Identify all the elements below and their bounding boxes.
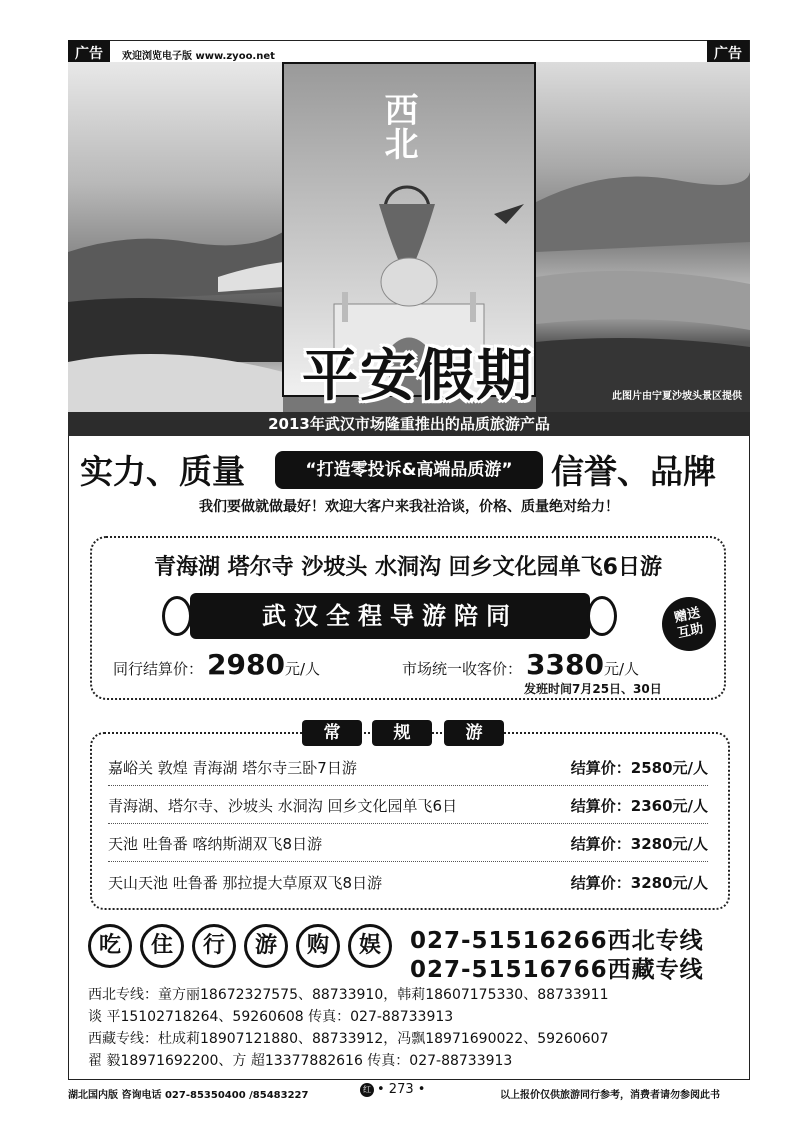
hero-banner: [68, 62, 750, 412]
footer-right: 以上报价仅供旅游同行参考，消费者请勿参阅此书: [500, 1090, 720, 1101]
feature-route: 青海湖 塔尔寺 沙坡头 水洞沟 回乡文化园单飞6日游: [154, 555, 662, 580]
tour-item[interactable]: [108, 826, 708, 862]
ad-tag-right: 广告: [707, 40, 749, 66]
intro-text: 我们要做就做最好！欢迎大客户来我社洽谈，价格、质量绝对给力！: [199, 499, 619, 515]
tour-name: 嘉峪关 敦煌 青海湖 塔尔寺三卧7日游: [108, 759, 357, 777]
departure-dates: 发班时间7月25日、30日: [524, 682, 662, 696]
slogan-pill: “打造零投诉&高端品质游”: [275, 451, 543, 489]
regular-chip-2: 规: [372, 720, 432, 746]
tour-price: 结算价：2360元/人: [570, 797, 708, 815]
holiday-title: 平安假期: [302, 344, 534, 409]
slogan-right: 信誉、品牌: [551, 452, 716, 491]
product-subline: 2013年武汉市场隆重推出的品质旅游产品: [68, 412, 750, 436]
page-number-text: • 273 •: [377, 1082, 426, 1097]
ad-tag-left: 广告: [68, 40, 110, 66]
tour-price: 结算价：3280元/人: [570, 835, 708, 853]
page-number: [360, 1082, 425, 1097]
contact-line: 谈 平15102718264、59260608 传真：027-88733913: [88, 1009, 454, 1025]
tour-name: 天池 吐鲁番 喀纳斯湖双飞8日游: [108, 835, 323, 853]
hotline-northwest[interactable]: 027-51516266西北专线: [410, 928, 704, 954]
market-price-unit: 元/人: [603, 660, 640, 678]
peer-price: [113, 648, 320, 681]
regular-chip-1: 常: [302, 720, 362, 746]
peer-price-label: 同行结算价：: [113, 660, 204, 678]
service-travel: 行: [192, 924, 236, 968]
river-valley-photo: [536, 62, 750, 412]
poster-title: 西北: [378, 92, 418, 160]
tour-name: 青海湖、塔尔寺、沙坡头 水洞沟 回乡文化园单飞6日: [108, 797, 458, 815]
contact-line: 翟 毅18971692200、方 超13377882616 传真：027-88733913: [88, 1053, 513, 1069]
service-fun: 娱: [348, 924, 392, 968]
service-eat: 吃: [88, 924, 132, 968]
footer-left: 湖北国内版 咨询电话 027-85350400 /85483227: [68, 1090, 309, 1101]
tour-item[interactable]: [108, 788, 708, 824]
slogan-left: 实力、质量: [80, 452, 245, 491]
desert-lake-photo: [68, 62, 283, 412]
service-stay: 住: [140, 924, 184, 968]
tour-item[interactable]: [108, 864, 708, 900]
guide-banner: 武汉全程导游陪同: [190, 593, 590, 639]
regular-chip-3: 游: [444, 720, 504, 746]
photo-credit: 此图片由宁夏沙坡头景区提供: [612, 391, 742, 402]
peer-price-value: 2980: [207, 648, 285, 681]
tour-price: 结算价：2580元/人: [570, 759, 708, 777]
stamp-line1: 赠送: [672, 605, 702, 626]
hotline-tibet[interactable]: 027-51516766西藏专线: [410, 957, 704, 983]
tour-item[interactable]: [108, 750, 708, 786]
ornament-right-icon: [587, 596, 617, 636]
tour-name: 天山天池 吐鲁番 那拉提大草原双飞8日游: [108, 873, 383, 892]
emblem-icon: 红: [360, 1083, 374, 1097]
tour-price: 结算价：3280元/人: [570, 873, 708, 892]
ornament-left-icon: [162, 596, 192, 636]
welcome-text[interactable]: 欢迎浏览电子版 www.zyoo.net: [122, 51, 275, 62]
market-price: [402, 648, 639, 681]
service-shop: 购: [296, 924, 340, 968]
market-price-value: 3380: [526, 648, 604, 681]
peer-price-unit: 元/人: [284, 660, 321, 678]
service-tour: 游: [244, 924, 288, 968]
market-price-label: 市场统一收客价：: [402, 660, 523, 678]
stamp-line2: 互助: [676, 621, 705, 642]
contact-line: 西北专线：童方丽18672327575、88733910，韩莉18607175330、88733911: [88, 987, 609, 1003]
contact-line: 西藏专线：杜成莉18907121880、88733912，冯飘18971690022、59260607: [88, 1031, 609, 1047]
